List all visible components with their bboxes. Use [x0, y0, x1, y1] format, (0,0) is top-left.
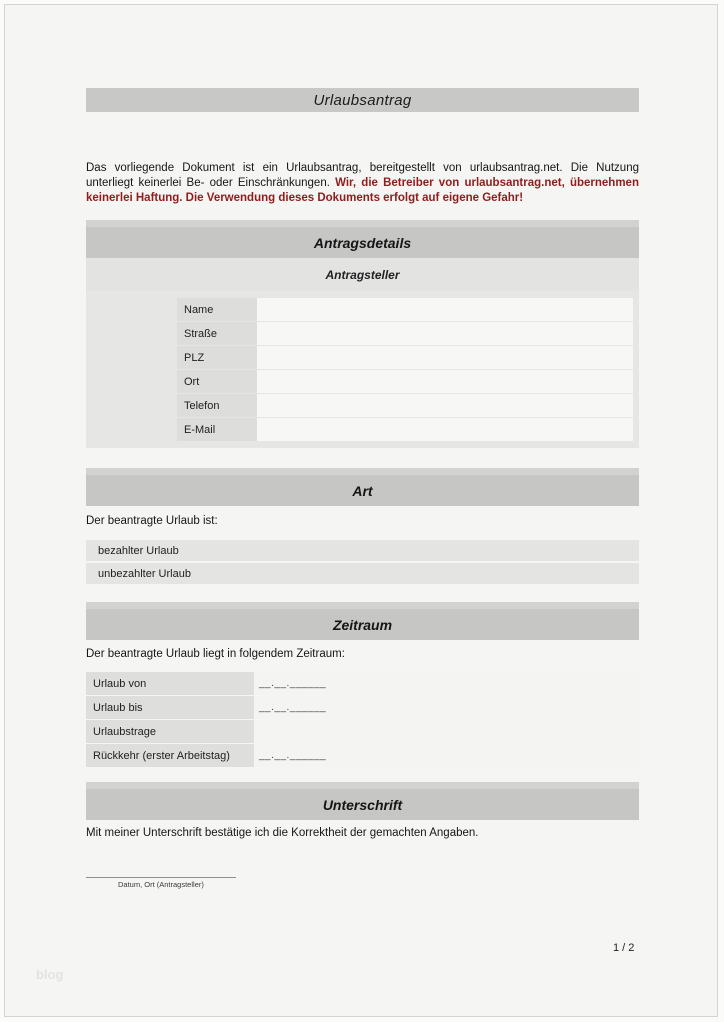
document-title-bar [86, 88, 639, 112]
field-label-ort: Ort [177, 370, 257, 393]
field-value-urlaub-bis[interactable]: __.__.______ [254, 696, 639, 719]
intro-paragraph [86, 161, 639, 206]
table-row [177, 322, 633, 345]
art-intro-text: Der beantragte Urlaub ist: [86, 515, 218, 527]
section-header-strip [86, 782, 639, 789]
field-value-name[interactable] [257, 298, 633, 321]
section-header-strip [86, 602, 639, 609]
field-label-strasse: Straße [177, 322, 257, 345]
field-value-rueckkehr[interactable]: __.__.______ [254, 744, 639, 767]
option-unbezahlter-urlaub[interactable]: unbezahlter Urlaub [86, 563, 639, 584]
field-label-urlaub-bis: Urlaub bis [86, 696, 254, 719]
table-row [86, 720, 639, 743]
art-options [86, 540, 639, 584]
section-heading-art: Art [86, 475, 639, 506]
field-label-telefon: Telefon [177, 394, 257, 417]
section-heading-antragsdetails: Antragsdetails [86, 227, 639, 258]
field-label-name: Name [177, 298, 257, 321]
intro-text: Das vorliegende Dokument ist ein Urlaubsantrag, bereitgestellt von urlaubsantrag.net. Die Nutzung unterliegt keinerlei Be- oder Einschränkungen. [86, 162, 639, 189]
table-row [86, 672, 639, 695]
table-row [177, 418, 633, 441]
field-value-urlaub-von[interactable]: __.__.______ [254, 672, 639, 695]
document-page [4, 4, 718, 1017]
zeitraum-intro-text: Der beantragte Urlaub liegt in folgendem Zeitraum: [86, 648, 345, 660]
section-header-strip [86, 220, 639, 227]
field-label-urlaub-von: Urlaub von [86, 672, 254, 695]
section-header-zeitraum [86, 602, 639, 640]
signature-block [86, 877, 639, 889]
document-title: Urlaubsantrag [313, 91, 412, 109]
section-header-strip [86, 468, 639, 475]
field-value-strasse[interactable] [257, 322, 633, 345]
signature-label: Datum, Ort (Antragsteller) [118, 880, 204, 889]
document-content [86, 5, 639, 889]
table-row [177, 394, 633, 417]
unterschrift-intro-text: Mit meiner Unterschrift bestätige ich die Korrektheit der gemachten Angaben. [86, 827, 479, 839]
field-value-urlaubstrage[interactable] [254, 720, 639, 743]
section-heading-zeitraum: Zeitraum [86, 609, 639, 640]
watermark-text: blog [36, 967, 64, 982]
section-heading-unterschrift: Unterschrift [86, 789, 639, 820]
option-bezahlter-urlaub[interactable]: bezahlter Urlaub [86, 540, 639, 561]
section-header-unterschrift [86, 782, 639, 820]
table-row [86, 696, 639, 719]
field-label-plz: PLZ [177, 346, 257, 369]
subsection-antragsteller: Antragsteller [86, 258, 639, 291]
field-value-email[interactable] [257, 418, 633, 441]
section-header-antragsdetails [86, 220, 639, 258]
table-row [86, 744, 639, 767]
field-value-telefon[interactable] [257, 394, 633, 417]
table-row [177, 346, 633, 369]
antragsteller-table [86, 291, 639, 448]
intro-warning-text: Wir, die Betreiber von urlaubsantrag.net, übernehmen keinerlei Haftung. Die Verwendung dieses Dokuments erfolgt auf eigene Gefahr! [86, 177, 639, 204]
field-label-email: E-Mail [177, 418, 257, 441]
signature-line[interactable] [86, 877, 236, 878]
page-number: 1 / 2 [613, 942, 635, 954]
field-value-plz[interactable] [257, 346, 633, 369]
field-label-urlaubstrage: Urlaubstrage [86, 720, 254, 743]
table-row [177, 370, 633, 393]
table-row [177, 298, 633, 321]
zeitraum-table [86, 672, 639, 767]
section-header-art [86, 468, 639, 506]
field-value-ort[interactable] [257, 370, 633, 393]
field-label-rueckkehr: Rückkehr (erster Arbeitstag) [86, 744, 254, 767]
